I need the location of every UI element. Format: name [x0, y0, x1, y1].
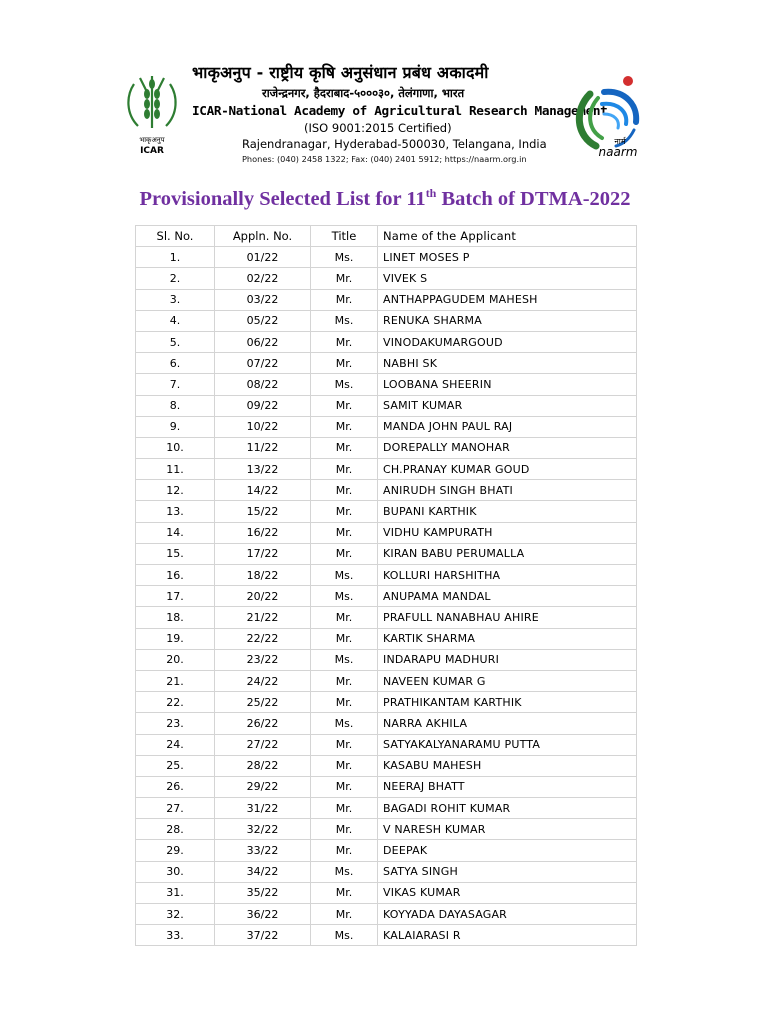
appln-no-cell: 07/22 — [215, 353, 311, 374]
appln-no-cell: 11/22 — [215, 437, 311, 458]
sl-no-cell: 33. — [136, 925, 215, 946]
title-cell: Mr. — [311, 734, 378, 755]
selection-table — [135, 225, 637, 946]
table-row — [136, 819, 637, 840]
title-cell: Ms. — [311, 586, 378, 607]
table-row — [136, 416, 637, 437]
title-cell: Ms. — [311, 247, 378, 268]
institute-address: Rajendranagar, Hyderabad-500030, Telangana, India — [242, 137, 547, 151]
appln-no-cell: 14/22 — [215, 480, 311, 501]
sl-no-cell: 25. — [136, 755, 215, 776]
applicant-name-cell: MANDA JOHN PAUL RAJ — [378, 416, 637, 437]
table-row — [136, 395, 637, 416]
applicant-name-cell: BAGADI ROHIT KUMAR — [378, 798, 637, 819]
sl-no-cell: 16. — [136, 565, 215, 586]
naarm-logo-hindi: नार्म — [614, 137, 626, 146]
appln-no-cell: 26/22 — [215, 713, 311, 734]
appln-no-cell: 05/22 — [215, 310, 311, 331]
title-cell: Mr. — [311, 416, 378, 437]
sl-no-cell: 4. — [136, 310, 215, 331]
applicant-name-cell: VINODAKUMARGOUD — [378, 331, 637, 352]
table-row — [136, 607, 637, 628]
title-cell: Mr. — [311, 480, 378, 501]
appln-no-cell: 36/22 — [215, 904, 311, 925]
applicant-name-cell: NABHI SK — [378, 353, 637, 374]
title-cell: Mr. — [311, 776, 378, 797]
letterhead — [110, 62, 670, 177]
appln-no-cell: 37/22 — [215, 925, 311, 946]
title-cell: Ms. — [311, 861, 378, 882]
table-row — [136, 628, 637, 649]
title-cell: Ms. — [311, 565, 378, 586]
sl-no-cell: 12. — [136, 480, 215, 501]
applicant-name-cell: KIRAN BABU PERUMALLA — [378, 543, 637, 564]
title-cell: Mr. — [311, 543, 378, 564]
table-header-row — [136, 226, 637, 247]
sl-no-cell: 11. — [136, 459, 215, 480]
address-hindi: राजेन्द्रनगर, हैदराबाद-५०००३०, तेलंगाणा, भारत — [262, 86, 465, 100]
sl-no-cell: 17. — [136, 586, 215, 607]
sl-no-cell: 6. — [136, 353, 215, 374]
contact-line: Phones: (040) 2458 1322; Fax: (040) 2401 5912; https://naarm.org.in — [242, 154, 527, 164]
title-cell: Mr. — [311, 692, 378, 713]
appln-no-cell: 03/22 — [215, 289, 311, 310]
applicant-name-cell: VIVEK S — [378, 268, 637, 289]
sl-no-cell: 18. — [136, 607, 215, 628]
applicant-name-cell: V NARESH KUMAR — [378, 819, 637, 840]
applicant-name-cell: KALAIARASI R — [378, 925, 637, 946]
appln-no-cell: 09/22 — [215, 395, 311, 416]
table-row — [136, 925, 637, 946]
appln-no-cell: 25/22 — [215, 692, 311, 713]
sl-no-cell: 23. — [136, 713, 215, 734]
applicant-name-cell: BUPANI KARTHIK — [378, 501, 637, 522]
sl-no-cell: 30. — [136, 861, 215, 882]
sl-no-cell: 8. — [136, 395, 215, 416]
applicant-name-cell: NAVEEN KUMAR G — [378, 670, 637, 691]
appln-no-cell: 23/22 — [215, 649, 311, 670]
applicant-name-cell: VIKAS KUMAR — [378, 882, 637, 903]
table-row — [136, 755, 637, 776]
title-prefix: Provisionally Selected List for 11 — [139, 187, 426, 210]
appln-no-cell: 29/22 — [215, 776, 311, 797]
appln-no-cell: 31/22 — [215, 798, 311, 819]
iso-certification: (ISO 9001:2015 Certified) — [304, 121, 452, 135]
letterhead-text — [192, 62, 608, 166]
header-appln-no: Appln. No. — [215, 226, 311, 247]
sl-no-cell: 32. — [136, 904, 215, 925]
table-row — [136, 713, 637, 734]
appln-no-cell: 27/22 — [215, 734, 311, 755]
applicant-name-cell: SATYAKALYANARAMU PUTTA — [378, 734, 637, 755]
sl-no-cell: 20. — [136, 649, 215, 670]
appln-no-cell: 22/22 — [215, 628, 311, 649]
appln-no-cell: 02/22 — [215, 268, 311, 289]
appln-no-cell: 06/22 — [215, 331, 311, 352]
sl-no-cell: 5. — [136, 331, 215, 352]
applicant-name-cell: NEERAJ BHATT — [378, 776, 637, 797]
sl-no-cell: 7. — [136, 374, 215, 395]
appln-no-cell: 34/22 — [215, 861, 311, 882]
table-row — [136, 904, 637, 925]
sl-no-cell: 21. — [136, 670, 215, 691]
naarm-logo-text: naarm — [598, 145, 638, 159]
naarm-logo — [568, 74, 652, 162]
sl-no-cell: 26. — [136, 776, 215, 797]
title-cell: Ms. — [311, 374, 378, 395]
title-cell: Ms. — [311, 713, 378, 734]
title-cell: Mr. — [311, 840, 378, 861]
applicant-name-cell: KASABU MAHESH — [378, 755, 637, 776]
applicant-name-cell: SAMIT KUMAR — [378, 395, 637, 416]
applicant-name-cell: VIDHU KAMPURATH — [378, 522, 637, 543]
sl-no-cell: 13. — [136, 501, 215, 522]
table-row — [136, 586, 637, 607]
icar-logo — [120, 70, 184, 158]
header-sl-no: Sl. No. — [136, 226, 215, 247]
appln-no-cell: 15/22 — [215, 501, 311, 522]
title-cell: Mr. — [311, 882, 378, 903]
sl-no-cell: 1. — [136, 247, 215, 268]
applicant-name-cell: LINET MOSES P — [378, 247, 637, 268]
applicant-name-cell: LOOBANA SHEERIN — [378, 374, 637, 395]
table-row — [136, 692, 637, 713]
appln-no-cell: 20/22 — [215, 586, 311, 607]
title-cell: Ms. — [311, 925, 378, 946]
header-applicant-name: Name of the Applicant — [378, 226, 637, 247]
icar-logo-text: ICAR — [140, 146, 164, 156]
table-row — [136, 565, 637, 586]
table-row — [136, 289, 637, 310]
sl-no-cell: 10. — [136, 437, 215, 458]
appln-no-cell: 13/22 — [215, 459, 311, 480]
appln-no-cell: 18/22 — [215, 565, 311, 586]
title-cell: Mr. — [311, 670, 378, 691]
table-row — [136, 776, 637, 797]
appln-no-cell: 32/22 — [215, 819, 311, 840]
appln-no-cell: 28/22 — [215, 755, 311, 776]
applicant-name-cell: ANIRUDH SINGH BHATI — [378, 480, 637, 501]
sl-no-cell: 28. — [136, 819, 215, 840]
table-row — [136, 798, 637, 819]
table-row — [136, 331, 637, 352]
document-title — [0, 186, 770, 211]
applicant-name-cell: KOLLURI HARSHITHA — [378, 565, 637, 586]
sl-no-cell: 9. — [136, 416, 215, 437]
title-cell: Mr. — [311, 798, 378, 819]
sl-no-cell: 14. — [136, 522, 215, 543]
table-row — [136, 522, 637, 543]
title-cell: Mr. — [311, 819, 378, 840]
table-row — [136, 501, 637, 522]
title-cell: Mr. — [311, 904, 378, 925]
header-title: Title — [311, 226, 378, 247]
title-cell: Mr. — [311, 607, 378, 628]
table-row — [136, 543, 637, 564]
sl-no-cell: 3. — [136, 289, 215, 310]
table-row — [136, 670, 637, 691]
applicant-name-cell: CH.PRANAY KUMAR GOUD — [378, 459, 637, 480]
table-row — [136, 459, 637, 480]
sl-no-cell: 24. — [136, 734, 215, 755]
title-superscript: th — [425, 186, 437, 200]
title-suffix: Batch of DTMA-2022 — [436, 187, 631, 210]
icar-logo-hindi: भाकृअनुप — [139, 136, 165, 144]
title-cell: Mr. — [311, 353, 378, 374]
table-row — [136, 437, 637, 458]
title-cell: Mr. — [311, 755, 378, 776]
applicant-name-cell: KOYYADA DAYASAGAR — [378, 904, 637, 925]
sl-no-cell: 2. — [136, 268, 215, 289]
institute-name: ICAR-National Academy of Agricultural Research Management — [192, 103, 608, 118]
sl-no-cell: 15. — [136, 543, 215, 564]
appln-no-cell: 08/22 — [215, 374, 311, 395]
applicant-name-cell: ANTHAPPAGUDEM MAHESH — [378, 289, 637, 310]
sl-no-cell: 19. — [136, 628, 215, 649]
applicant-name-cell: RENUKA SHARMA — [378, 310, 637, 331]
title-cell: Mr. — [311, 331, 378, 352]
applicant-name-cell: SATYA SINGH — [378, 861, 637, 882]
sl-no-cell: 29. — [136, 840, 215, 861]
title-cell: Mr. — [311, 395, 378, 416]
title-cell: Mr. — [311, 459, 378, 480]
appln-no-cell: 33/22 — [215, 840, 311, 861]
applicant-name-cell: INDARAPU MADHURI — [378, 649, 637, 670]
applicant-name-cell: DEEPAK — [378, 840, 637, 861]
table-row — [136, 734, 637, 755]
appln-no-cell: 21/22 — [215, 607, 311, 628]
table-row — [136, 882, 637, 903]
appln-no-cell: 10/22 — [215, 416, 311, 437]
table-row — [136, 374, 637, 395]
table-row — [136, 268, 637, 289]
title-cell: Mr. — [311, 501, 378, 522]
table-row — [136, 247, 637, 268]
applicant-name-cell: NARRA AKHILA — [378, 713, 637, 734]
applicant-name-cell: DOREPALLY MANOHAR — [378, 437, 637, 458]
title-cell: Ms. — [311, 310, 378, 331]
appln-no-cell: 24/22 — [215, 670, 311, 691]
appln-no-cell: 35/22 — [215, 882, 311, 903]
title-cell: Mr. — [311, 522, 378, 543]
title-cell: Mr. — [311, 289, 378, 310]
applicant-name-cell: ANUPAMA MANDAL — [378, 586, 637, 607]
table-row — [136, 861, 637, 882]
title-cell: Mr. — [311, 437, 378, 458]
sl-no-cell: 31. — [136, 882, 215, 903]
table-row — [136, 310, 637, 331]
title-cell: Ms. — [311, 649, 378, 670]
institute-name-hindi: भाकृअनुप - राष्ट्रीय कृषि अनुसंधान प्रबंध अकादमी — [192, 63, 489, 82]
applicant-name-cell: PRATHIKANTAM KARTHIK — [378, 692, 637, 713]
table-row — [136, 649, 637, 670]
applicant-name-cell: PRAFULL NANABHAU AHIRE — [378, 607, 637, 628]
table-row — [136, 480, 637, 501]
appln-no-cell: 16/22 — [215, 522, 311, 543]
appln-no-cell: 17/22 — [215, 543, 311, 564]
sl-no-cell: 22. — [136, 692, 215, 713]
table-row — [136, 353, 637, 374]
title-cell: Mr. — [311, 628, 378, 649]
table-row — [136, 840, 637, 861]
applicant-name-cell: KARTIK SHARMA — [378, 628, 637, 649]
title-cell: Mr. — [311, 268, 378, 289]
appln-no-cell: 01/22 — [215, 247, 311, 268]
sl-no-cell: 27. — [136, 798, 215, 819]
